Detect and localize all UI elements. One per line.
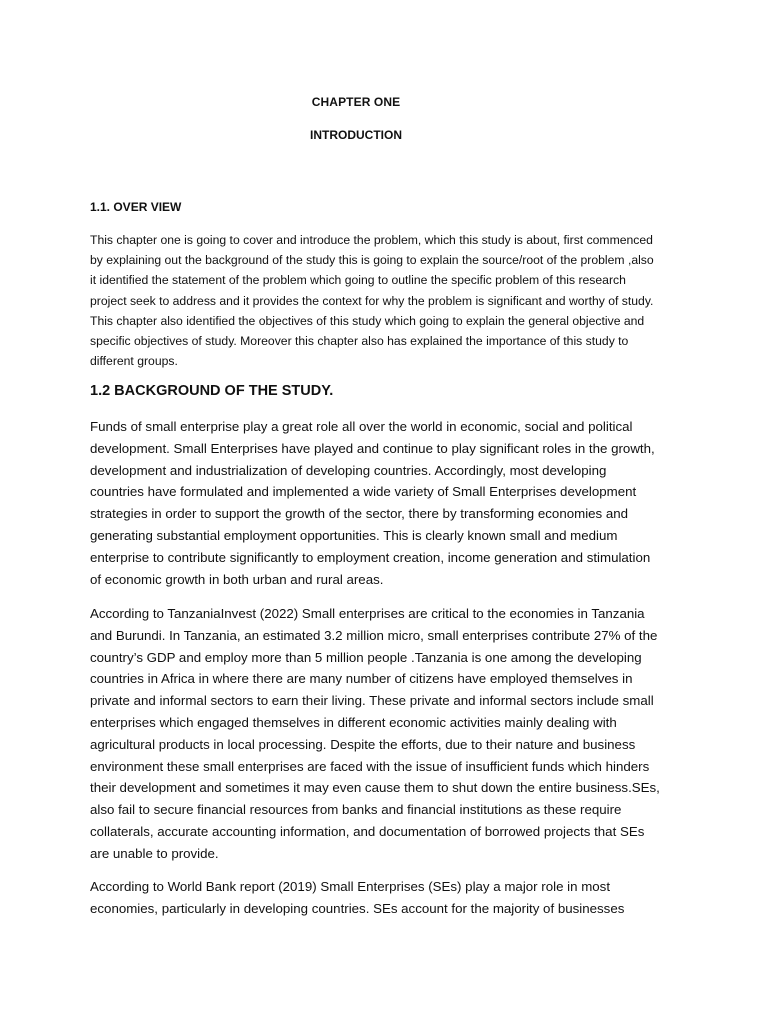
overview-paragraph: This chapter one is going to cover and introduce the problem, which this study is about, first commenced by explaining out the background of the study this is going to explain the source/root of the problem ,also it identified the statement of the problem which going to outline the specific problem of this research project seek to address and it provides the context for why the problem is significant and worthy of study. This chapter also identified the objectives of this study which going to explain the general objective and specific objectives of study. Moreover this chapter also has explained the importance of this study to different groups.: [90, 233, 654, 369]
background-paragraph-2: According to TanzaniaInvest (2022) Small enterprises are critical to the economies in Tanzania and Burundi. In Tanzania, an estimated 3.2 million micro, small enterprises contribute 27% of the country’s GDP and employ more than 5 million people .Tanzania is one among the developing countries in Africa in where there are many number of citizens have employed themselves in private and informal sectors to earn their living. These private and informal sectors include small enterprises which engaged themselves in different economic activities mainly dealing with agricultural products in local processing. Despite the efforts, due to their nature and business environment these small enterprises are faced with the issue of insufficient funds which hinders their development and sometimes it may even cause them to shut down the entire business.SEs, also fail to secure financial resources from banks and financial institutions as these require collaterals, accurate accounting information, and documentation of borrowed projects that SEs are unable to provide.: [90, 606, 660, 861]
chapter-subtitle: INTRODUCTION: [310, 128, 402, 142]
background-paragraph-3: According to World Bank report (2019) Small Enterprises (SEs) play a major role in most economies, particularly in developing countries. SEs account for the majority of businesses: [90, 879, 625, 916]
background-paragraph-1: Funds of small enterprise play a great role all over the world in economic, social and political development. Small Enterprises have played and continue to play significant roles in the growth, development and industrialization of developing countries. Accordingly, most developing countries have formulated and implemented a wide variety of Small Enterprises development strategies in order to support the growth of the sector, there by transforming economies and generating substantial employment opportunities. This is clearly known small and medium enterprise to contribute significantly to employment creation, income generation and stimulation of economic growth in both urban and rural areas.: [90, 419, 655, 587]
overview-heading: 1.1. OVER VIEW: [90, 200, 182, 214]
background-heading: 1.2 BACKGROUND OF THE STUDY.: [90, 383, 334, 399]
chapter-title: CHAPTER ONE: [311, 95, 401, 109]
